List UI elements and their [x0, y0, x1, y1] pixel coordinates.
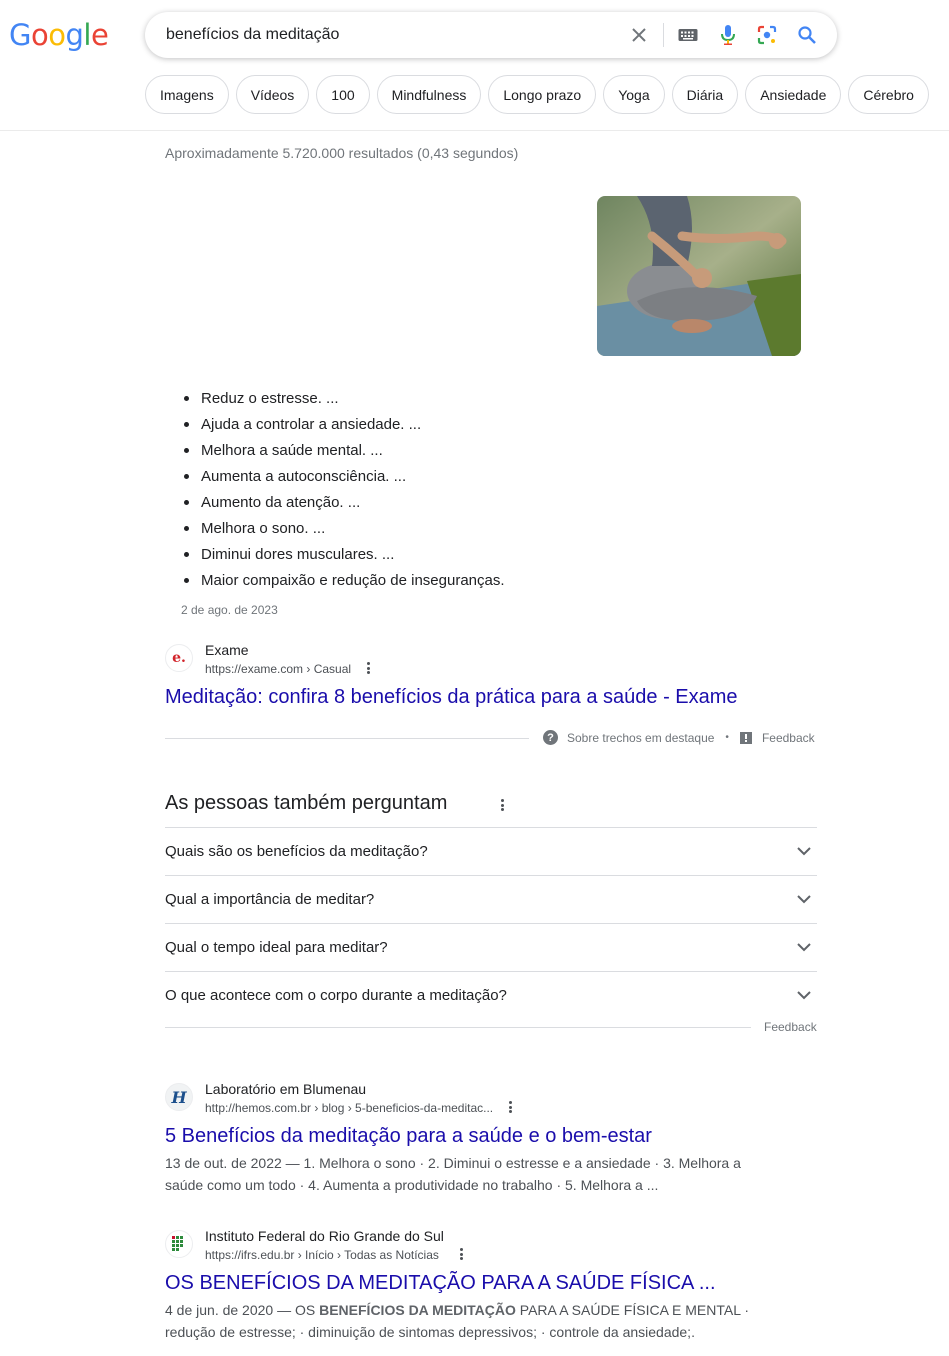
featured-snippet-date: 2 de ago. de 2023 — [181, 603, 278, 617]
paa-question[interactable] — [165, 827, 817, 875]
result-site-name[interactable]: Laboratório em Blumenau — [205, 1081, 367, 1097]
chip-longo-prazo[interactable]: Longo prazo — [488, 75, 596, 114]
result-title-link[interactable]: OS BENEFÍCIOS DA MEDITAÇÃO PARA A SAÚDE FÍSICA ... — [165, 1272, 716, 1294]
result-title-link[interactable]: 5 Benefícios da meditação para a saúde e o bem-estar — [165, 1125, 652, 1147]
list-item: Diminui dores musculares. ... — [201, 544, 505, 570]
keyboard-icon[interactable] — [676, 23, 700, 47]
search-divider — [663, 23, 664, 47]
paa-question[interactable] — [165, 971, 817, 1019]
featured-divider — [165, 738, 529, 739]
chip-diaria[interactable]: Diária — [672, 75, 739, 114]
result-url[interactable]: https://ifrs.edu.br › Início › Todas as Notícias — [205, 1248, 439, 1262]
logo-letter: l — [83, 18, 91, 52]
paa-heading: As pessoas também perguntam — [165, 792, 448, 814]
filter-chips — [145, 75, 929, 114]
mic-icon[interactable] — [716, 23, 740, 47]
snippet-text: 4 de jun. de 2020 — OS — [165, 1302, 320, 1318]
more-options-icon[interactable] — [456, 1246, 466, 1262]
google-logo[interactable] — [9, 18, 108, 52]
list-item: Melhora a saúde mental. ... — [201, 440, 505, 466]
chevron-down-icon — [797, 891, 811, 908]
lens-icon[interactable] — [755, 23, 779, 47]
about-featured-link[interactable]: Sobre trechos em destaque — [567, 730, 715, 745]
list-item: Aumenta a autoconsciência. ... — [201, 466, 505, 492]
chip-yoga[interactable]: Yoga — [603, 75, 664, 114]
result-snippet — [165, 1299, 755, 1343]
chevron-down-icon — [797, 939, 811, 956]
favicon-letter: e. — [172, 650, 186, 666]
header-divider — [0, 130, 949, 131]
separator-dot: • — [725, 732, 729, 743]
chip-mindfulness[interactable]: Mindfulness — [377, 75, 482, 114]
chip-100[interactable]: 100 — [316, 75, 369, 114]
result-url[interactable]: http://hemos.com.br › blog › 5-beneficios-da-meditac... — [205, 1101, 494, 1115]
chip-ansiedade[interactable]: Ansiedade — [745, 75, 841, 114]
snippet-line: saúde como um todo · 4. Aumenta a produtividade no trabalho · 5. Melhora a ... — [165, 1177, 659, 1193]
logo-letter: e — [90, 18, 109, 52]
chip-cerebro[interactable]: Cérebro — [848, 75, 929, 114]
source-name[interactable]: Exame — [205, 642, 249, 658]
featured-title-link[interactable]: Meditação: confira 8 benefícios da prática para a saúde - Exame — [165, 686, 738, 708]
featured-source — [165, 642, 817, 712]
search-box[interactable] — [145, 12, 837, 58]
logo-letter: g — [65, 18, 84, 52]
paa-question-text: O que acontece com o corpo durante a meditação? — [165, 987, 507, 1004]
list-item: Ajuda a controlar a ansiedade. ... — [201, 414, 505, 440]
paa-question[interactable] — [165, 923, 817, 971]
exame-favicon[interactable] — [165, 644, 193, 672]
paa-question[interactable] — [165, 875, 817, 923]
paa-question-text: Qual a importância de meditar? — [165, 891, 375, 908]
feedback-link[interactable]: Feedback — [761, 730, 815, 745]
result-snippet — [165, 1152, 755, 1196]
featured-snippet-list — [201, 388, 505, 596]
search-input[interactable]: benefícios da meditação — [166, 26, 340, 43]
ifrs-favicon[interactable] — [165, 1230, 193, 1258]
more-options-icon[interactable] — [363, 660, 373, 676]
paa-feedback-link[interactable]: Feedback — [764, 1020, 817, 1034]
logo-letter: G — [9, 18, 31, 52]
search-icon[interactable] — [795, 23, 819, 47]
result-site-name[interactable]: Instituto Federal do Rio Grande do Sul — [205, 1228, 444, 1244]
feedback-icon[interactable] — [740, 732, 752, 744]
list-item: Melhora o sono. ... — [201, 518, 505, 544]
snippet-line: redução de estresse; · diminuição de sintomas depressivos; · controle da ansiedade;. — [165, 1324, 695, 1340]
clear-icon[interactable] — [627, 23, 651, 47]
more-options-icon[interactable] — [505, 1099, 515, 1115]
featured-snippet-image[interactable] — [597, 196, 801, 356]
search-result — [165, 1228, 817, 1348]
snippet-line — [165, 1299, 755, 1321]
snippet-text: PARA A SAÚDE FÍSICA E MENTAL · — [515, 1302, 750, 1318]
logo-letter: o — [30, 18, 49, 52]
list-item: Aumento da atenção. ... — [201, 492, 505, 518]
chip-videos[interactable]: Vídeos — [236, 75, 310, 114]
chip-imagens[interactable]: Imagens — [145, 75, 229, 114]
logo-letter: o — [48, 18, 66, 52]
snippet-highlight: BENEFÍCIOS DA MEDITAÇÃO — [319, 1302, 516, 1318]
featured-footer — [543, 730, 815, 745]
list-item: Maior compaixão e redução de inseguranças. — [201, 570, 505, 596]
paa-question-text: Quais são os benefícios da meditação? — [165, 843, 428, 860]
snippet-line: 13 de out. de 2022 — 1. Melhora o sono · 2. Diminui o estresse e a ansiedade · 3. Melhora a — [165, 1155, 741, 1171]
help-icon[interactable]: ? — [543, 730, 558, 745]
ifrs-logo-icon — [172, 1236, 186, 1252]
hemos-favicon[interactable] — [165, 1083, 193, 1111]
list-item: Reduz o estresse. ... — [201, 388, 505, 414]
source-url[interactable]: https://exame.com › Casual — [205, 662, 352, 676]
result-stats: Aproximadamente 5.720.000 resultados (0,43 segundos) — [165, 145, 519, 161]
chevron-down-icon — [797, 843, 811, 860]
paa-question-text: Qual o tempo ideal para meditar? — [165, 939, 388, 956]
favicon-letter: H — [171, 1087, 187, 1107]
paa-divider — [165, 1027, 751, 1028]
chevron-down-icon — [797, 987, 811, 1004]
search-result — [165, 1081, 817, 1201]
more-options-icon[interactable] — [497, 797, 507, 813]
